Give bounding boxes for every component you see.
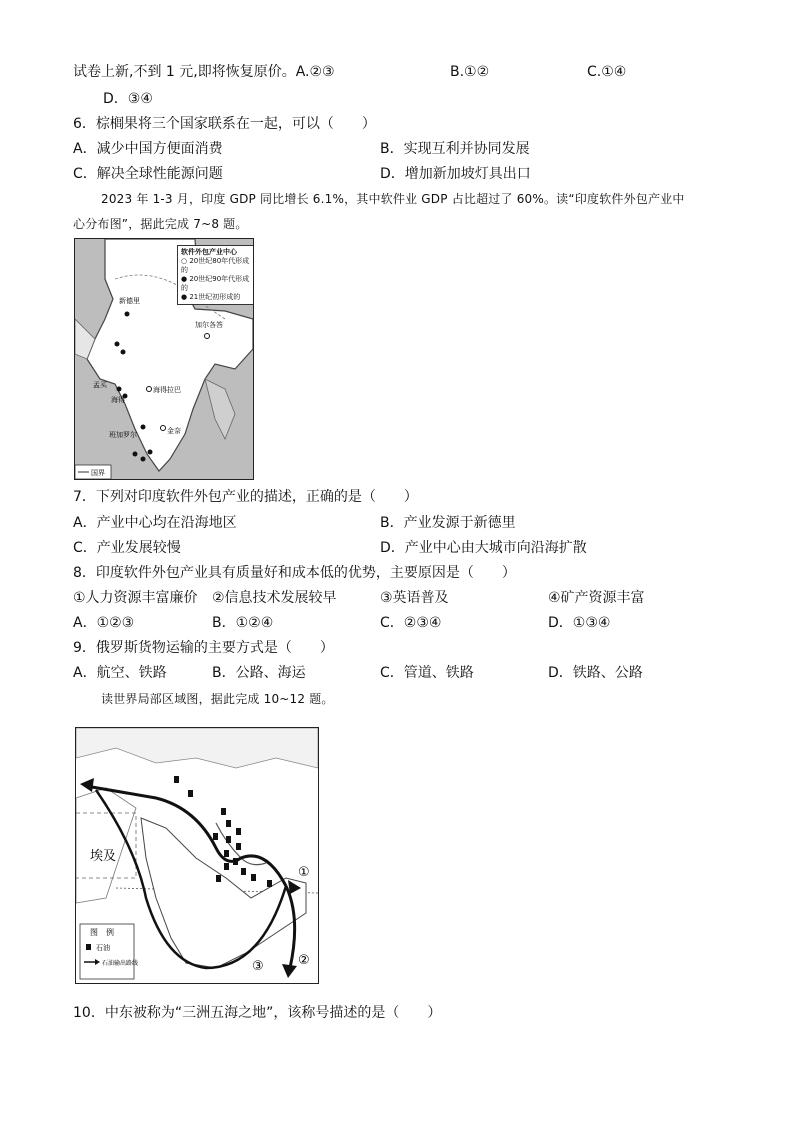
- oil-icon: [86, 944, 91, 950]
- border-legend-label: 国界: [91, 469, 105, 477]
- route-label-2: ②: [298, 953, 310, 968]
- legend-route: 石油输出路线: [102, 960, 139, 967]
- city-dot: [148, 450, 153, 455]
- q5-option-c: C.①④: [587, 64, 627, 80]
- q8-option-a: A．①②③: [73, 615, 135, 631]
- q7-option-d: D．产业中心由大城市向沿海扩散: [380, 540, 587, 556]
- q6-option-a: A．减少中国方便面消费: [73, 141, 223, 157]
- city-hyderabad-dot: [147, 387, 152, 392]
- route-label-3: ③: [252, 959, 264, 974]
- label-haide: 海得: [111, 396, 125, 404]
- q8-factor-1: ①人力资源丰富廉价: [73, 590, 198, 606]
- q8-option-c: C．②③④: [380, 615, 442, 631]
- route-label-1: ①: [298, 865, 310, 880]
- q8-factor-2: ②信息技术发展较早: [212, 590, 337, 606]
- legend-oil: 石油: [96, 944, 110, 952]
- city-chennai-dot: [161, 426, 166, 431]
- legend-item-80s: ○ 20世纪80年代形成的: [181, 257, 250, 274]
- middle-east-map: [75, 727, 319, 984]
- label-kolkata: 加尔各答: [195, 321, 223, 329]
- city-kolkata-dot: [205, 334, 210, 339]
- q6-option-d: D．增加新加坡灯具出口: [380, 166, 531, 182]
- q9-option-c: C．管道、铁路: [380, 665, 474, 681]
- q6-option-c: C．解决全球性能源问题: [73, 166, 223, 182]
- open-circle-icon: ○: [181, 257, 188, 265]
- label-bangalore: 班加罗尔: [109, 431, 137, 439]
- label-mumbai: 孟买: [93, 381, 107, 389]
- q9-option-b: B．公路、海运: [212, 665, 306, 681]
- label-chennai: 金奈: [167, 427, 181, 435]
- intro-7-8-line2: 心分布图”，据此完成 7~8 题。: [73, 217, 248, 231]
- city-dot: [141, 457, 146, 462]
- filled-circle-icon: ●: [181, 293, 188, 301]
- intro-10-12: 读世界局部区域图，据此完成 10~12 题。: [101, 692, 334, 706]
- q6-option-b: B．实现互利并协同发展: [380, 141, 530, 157]
- label-new-delhi: 新德里: [119, 297, 140, 305]
- q5-option-d: D．③④: [103, 91, 153, 107]
- q8-option-b: B．①②④: [212, 615, 274, 631]
- city-bangalore-dot: [141, 425, 146, 430]
- label-hyderabad: 海得拉巴: [153, 386, 181, 394]
- city-dot: [121, 350, 126, 355]
- city-new-delhi-dot: [125, 312, 130, 317]
- india-map-legend: [177, 245, 254, 305]
- legend-item-21c: ● 21世纪初形成的: [181, 293, 241, 301]
- city-dot: [133, 452, 138, 457]
- q9-option-d: D．铁路、公路: [548, 665, 643, 681]
- q8-factor-4: ④矿产资源丰富: [548, 590, 645, 606]
- q10-stem: 10．中东被称为“三洲五海之地”，该称号描述的是（ ）: [73, 1005, 442, 1021]
- q7-stem: 7．下列对印度软件外包产业的描述，正确的是（ ）: [73, 489, 418, 505]
- middle-east-map-graphic: [76, 728, 318, 983]
- city-mumbai-dot: [117, 387, 122, 392]
- legend-title: 软件外包产业中心: [181, 248, 237, 256]
- q9-option-a: A．航空、铁路: [73, 665, 167, 681]
- q5-continuation: 试卷上新,不到 1 元,即将恢复原价。A.②③: [73, 64, 335, 80]
- q6-stem: 6．棕榈果将三个国家联系在一起，可以（ ）: [73, 116, 376, 132]
- q9-stem: 9．俄罗斯货物运输的主要方式是（ ）: [73, 640, 334, 656]
- q8-stem: 8．印度软件外包产业具有质量好和成本低的优势，主要原因是（ ）: [73, 565, 516, 581]
- q7-option-a: A．产业中心均在沿海地区: [73, 515, 237, 531]
- city-dot: [115, 342, 120, 347]
- legend-title: 图 例: [90, 928, 114, 937]
- q7-option-c: C．产业发展较慢: [73, 540, 181, 556]
- q7-option-b: B．产业发源于新德里: [380, 515, 516, 531]
- label-egypt: 埃及: [90, 849, 117, 864]
- q5-option-b: B.①②: [450, 64, 490, 80]
- q8-option-d: D．①③④: [548, 615, 611, 631]
- filled-circle-icon: ●: [181, 275, 188, 283]
- q8-factor-3: ③英语普及: [380, 590, 449, 606]
- india-software-map: [74, 238, 254, 480]
- intro-7-8-line1: 2023 年 1-3 月，印度 GDP 同比增长 6.1%，其中软件业 GDP 占比超过了 60%。读“印度软件外包产业中: [101, 192, 685, 206]
- legend-item-90s: ● 20世纪90年代形成的: [181, 275, 250, 292]
